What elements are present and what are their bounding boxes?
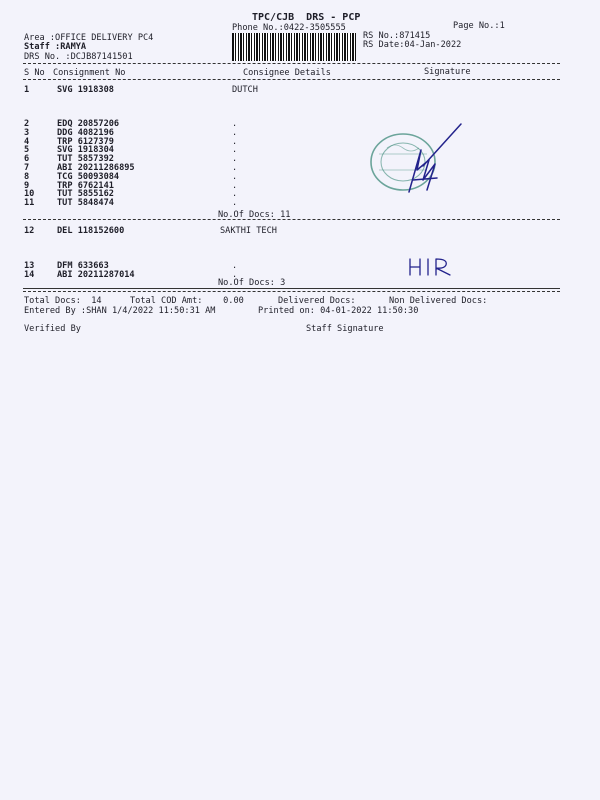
row-consignment: DEL 118152600 xyxy=(57,226,125,236)
row-consignee: . xyxy=(232,198,238,209)
row-sno: 4 xyxy=(24,136,30,147)
row-consignee: . xyxy=(232,189,238,200)
row-consignment: TRP 6127379 xyxy=(57,136,114,147)
delivered-docs: Delivered Docs: xyxy=(278,296,356,306)
row-consignee: . xyxy=(232,261,238,271)
row-consignment: SVG 1918304 xyxy=(57,145,114,156)
row-consignment: TUT 5848474 xyxy=(57,198,114,209)
barcode xyxy=(232,33,356,61)
row-consignee: . xyxy=(232,269,238,280)
row-sno: 1 xyxy=(24,85,30,95)
divider xyxy=(23,79,560,80)
table-row xyxy=(0,226,600,236)
divider xyxy=(23,288,560,289)
staff-label: Staff :RAMYA xyxy=(24,42,87,52)
printed-on: Printed on: 04-01-2022 11:50:30 xyxy=(258,306,419,316)
row-sno: 12 xyxy=(24,226,35,236)
table-row xyxy=(0,270,600,280)
row-consignee: SAKTHI TECH xyxy=(220,226,277,236)
row-consignment: SVG 1918308 xyxy=(57,85,114,95)
group-doc-count: No.Of Docs: 3 xyxy=(218,278,286,288)
column-header-consignee: Consignee Details xyxy=(243,68,331,78)
total-cod-amount: Total COD Amt: 0.00 xyxy=(130,296,244,306)
row-consignee: DUTCH xyxy=(232,85,258,95)
total-docs: Total Docs: 14 xyxy=(24,296,102,306)
table-row xyxy=(0,85,600,95)
row-sno: 13 xyxy=(24,261,35,271)
row-consignment: TUT 5855162 xyxy=(57,189,114,200)
row-consignment: ABI 20211287014 xyxy=(57,269,135,280)
row-consignee: . xyxy=(232,171,238,182)
divider xyxy=(23,63,560,64)
row-consignee: . xyxy=(232,154,238,165)
row-consignment: DDG 4082196 xyxy=(57,127,114,138)
row-sno: 14 xyxy=(24,269,35,280)
divider xyxy=(23,219,560,220)
row-consignee: . xyxy=(232,127,238,138)
row-sno: 6 xyxy=(24,154,30,165)
group-doc-count: No.Of Docs: 11 xyxy=(218,210,291,220)
row-sno: 3 xyxy=(24,127,30,138)
row-consignee: . xyxy=(232,180,238,191)
non-delivered-docs: Non Delivered Docs: xyxy=(389,296,488,306)
row-sno: 10 xyxy=(24,189,35,200)
row-sno: 9 xyxy=(24,180,30,191)
row-sno: 5 xyxy=(24,145,30,156)
rs-number: RS No.:871415 xyxy=(363,31,431,41)
drs-number: DRS No. :DCJB87141501 xyxy=(24,52,133,62)
page-number: Page No.:1 xyxy=(453,21,505,31)
row-consignment: EDQ 20857206 xyxy=(57,119,120,129)
row-consignment: TRP 6762141 xyxy=(57,180,114,191)
row-sno: 7 xyxy=(24,163,30,173)
row-sno: 11 xyxy=(24,198,35,209)
column-header-consignment: Consignment No xyxy=(53,68,126,78)
row-consignee: . xyxy=(232,163,238,173)
row-consignee: . xyxy=(232,145,238,156)
rs-date: RS Date:04-Jan-2022 xyxy=(363,40,462,50)
row-sno: 2 xyxy=(24,119,30,129)
divider xyxy=(23,291,560,292)
column-header-signature: Signature xyxy=(424,67,471,77)
row-consignment: DFM 633663 xyxy=(57,261,109,271)
table-row xyxy=(0,198,600,208)
row-consignment: ABI 20211286895 xyxy=(57,163,135,173)
row-sno: 8 xyxy=(24,171,30,182)
column-header-sno: S No xyxy=(24,68,45,78)
staff-signature: Staff Signature xyxy=(306,324,384,334)
verified-by: Verified By xyxy=(24,324,81,334)
document-title: TPC/CJB DRS - PCP xyxy=(252,12,361,23)
row-consignee: . xyxy=(232,119,238,129)
row-consignment: TUT 5857392 xyxy=(57,154,114,165)
area-label: Area :OFFICE DELIVERY PC4 xyxy=(24,33,154,43)
row-consignee: . xyxy=(232,136,238,147)
phone-number: Phone No.:0422-3505555 xyxy=(232,23,346,33)
handwritten-initials xyxy=(406,255,462,277)
row-consignment: TCG 50093084 xyxy=(57,171,120,182)
signature-icon xyxy=(383,120,467,202)
entered-by: Entered By :SHAN 1/4/2022 11:50:31 AM xyxy=(24,306,216,316)
